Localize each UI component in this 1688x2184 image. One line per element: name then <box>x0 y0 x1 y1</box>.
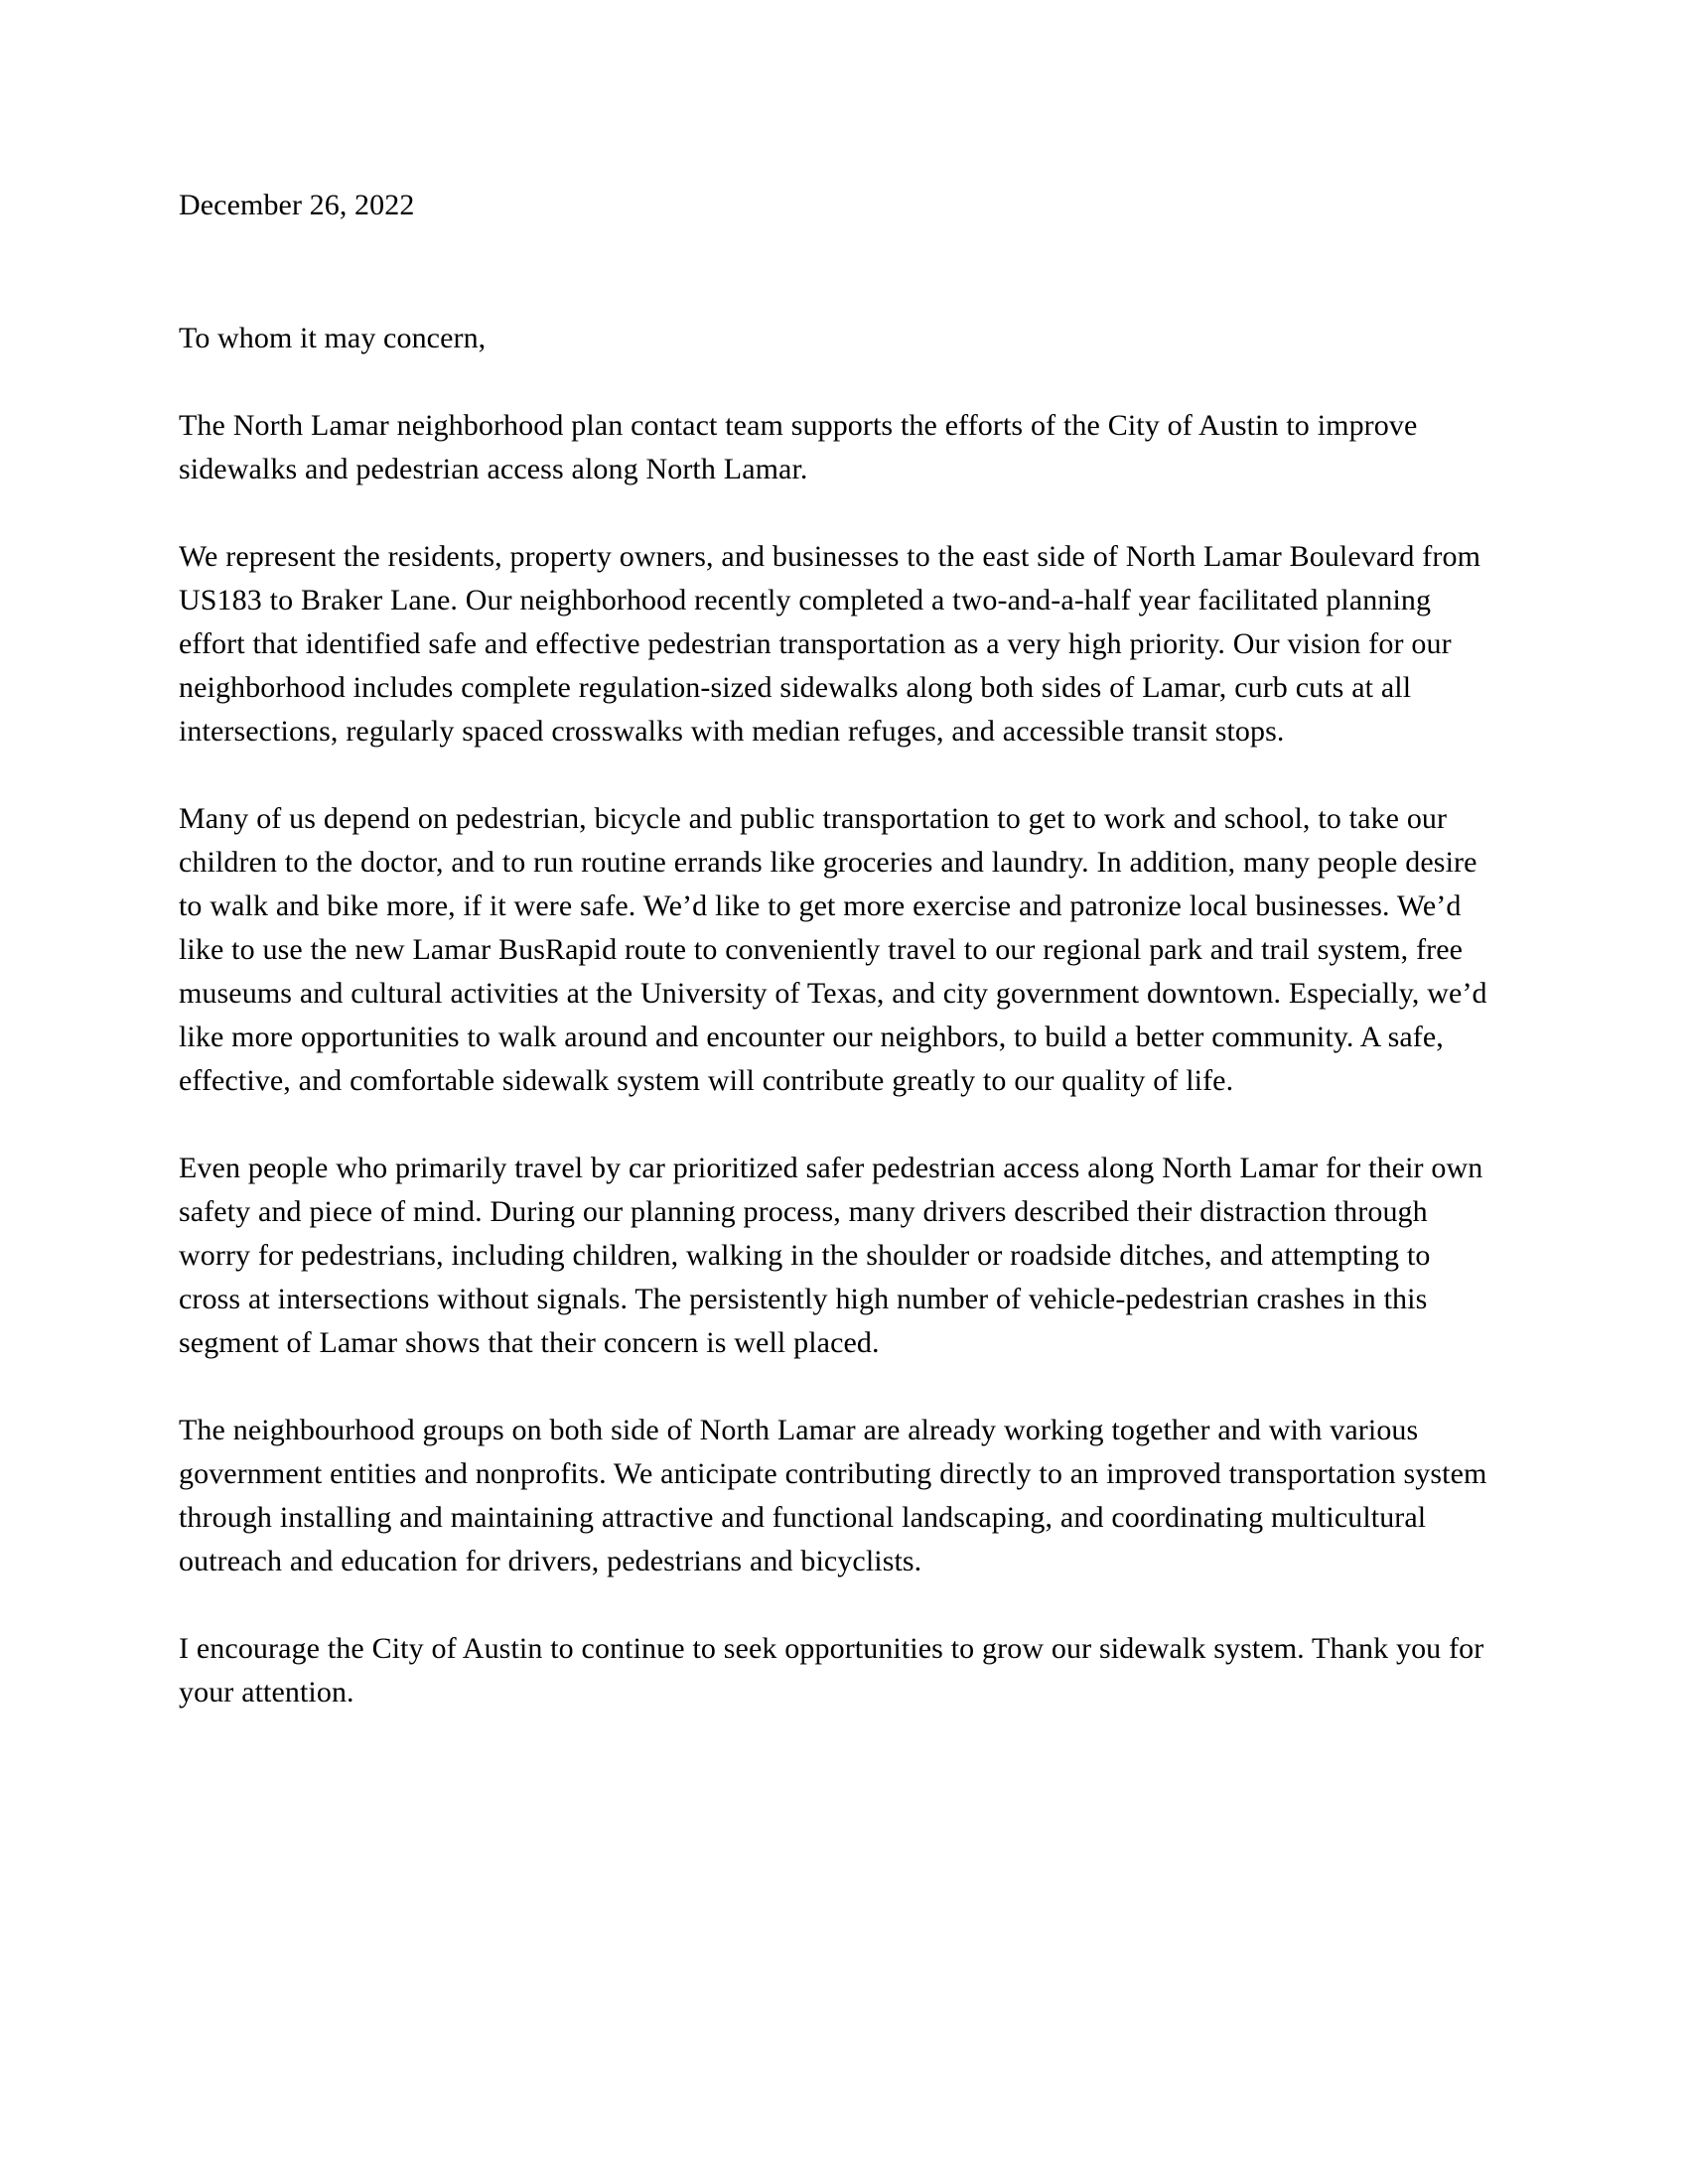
letter-paragraph-2: We represent the residents, property owners, and businesses to the east side of North Lamar Boulevard from US183 to Braker Lane. Our neighborhood recently completed a two-and-a-half year facilitated planning effort that identified safe and effective pedestrian transportation as a very high priority. Our vision for our neighborhood includes complete regulation-sized sidewalks along both sides of Lamar, curb cuts at all intersections, regularly spaced crosswalks with median refuges, and accessible transit stops. <box>179 540 1481 748</box>
letter-paragraph-6: I encourage the City of Austin to continue to seek opportunities to grow our sidewalk system. Thank you for your attention. <box>179 1632 1484 1708</box>
letter-paragraph-5: The neighbourhood groups on both side of North Lamar are already working together and with various government entities and nonprofits. We anticipate contributing directly to an improved transportation system through installing and maintaining attractive and functional landscaping, and coordinating multicultural outreach and education for drivers, pedestrians and bicyclists. <box>179 1414 1487 1577</box>
letter-paragraph-3: Many of us depend on pedestrian, bicycle and public transportation to get to work and school, to take our children to the doctor, and to run routine errands like groceries and laundry. In addition, many people desire to walk and bike more, if it were safe. We’d like to get more exercise and patronize local businesses. We’d like to use the new Lamar BusRapid route to conveniently travel to our regional park and trail system, free museums and cultural activities at the University of Texas, and city government downtown. Especially, we’d like more opportunities to walk around and encounter our neighbors, to build a better community. A safe, effective, and comfortable sidewalk system will contribute greatly to our quality of life. <box>179 802 1487 1097</box>
letter-date: December 26, 2022 <box>179 189 415 221</box>
letter-body <box>179 184 1499 1714</box>
letter-paragraph-4: Even people who primarily travel by car prioritized safer pedestrian access along North Lamar for their own safety and piece of mind. During our planning process, many drivers described their distraction through worry for pedestrians, including children, walking in the shoulder or roadside ditches, and attempting to cross at intersections without signals. The persistently high number of vehicle-pedestrian crashes in this segment of Lamar shows that their concern is well placed. <box>179 1152 1483 1359</box>
letter-paragraph-1: The North Lamar neighborhood plan contact team supports the efforts of the City of Austin to improve sidewalks and pedestrian access along North Lamar. <box>179 409 1418 485</box>
letter-salutation: To whom it may concern, <box>179 322 487 354</box>
